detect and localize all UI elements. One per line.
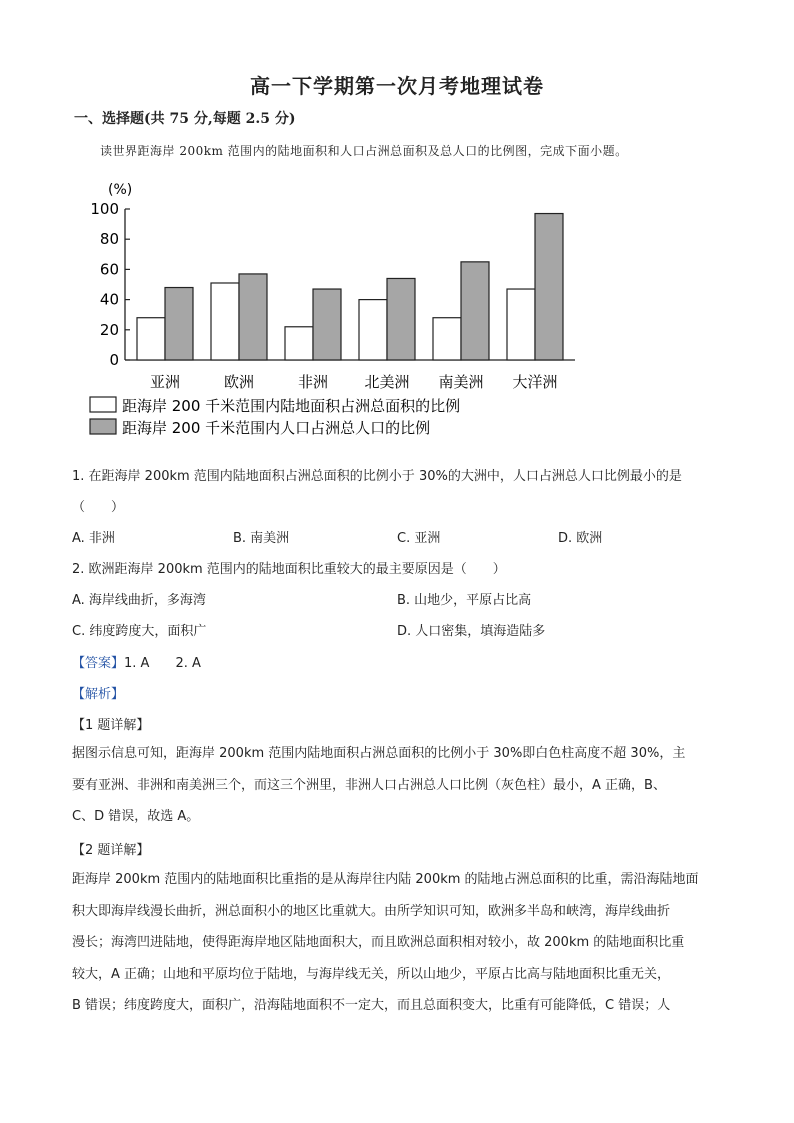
category-label: 大洋洲	[512, 373, 558, 391]
q2-stem: 2. 欧洲距海岸 200km 范围内的陆地面积比重较大的最主要原因是（ ）	[72, 562, 506, 577]
q2-option-d: D. 人口密集，填海造陆多	[397, 624, 546, 639]
y-tick-label: 20	[99, 320, 119, 339]
bar	[507, 289, 535, 360]
q1-stem: 1. 在距海岸 200km 范围内陆地面积占洲总面积的比例小于 30%的大洲中，人口占洲总人口比例最小的是	[72, 469, 682, 484]
detail1-line: C、D 错误，故选 A。	[72, 809, 200, 824]
detail2-line: 距海岸 200km 范围内的陆地面积比重指的是从海岸往内陆 200km 的陆地占洲总面积的比重，需沿海陆地面	[72, 872, 699, 887]
detail1-line: 要有亚洲、非洲和南美洲三个，而这三个洲里，非洲人口占洲总人口比例（灰色柱）最小，A 正确，B、	[72, 777, 666, 793]
bar	[137, 318, 165, 360]
detail2-body	[72, 864, 722, 1022]
q2-option-a: A. 海岸线曲折，多海湾	[72, 593, 206, 608]
y-unit-label: (%)	[108, 182, 133, 198]
bar	[165, 288, 193, 360]
bar	[359, 300, 387, 360]
legend-label: 距海岸 200 千米范围内人口占洲总人口的比例	[122, 419, 431, 437]
legend-swatch	[90, 419, 116, 434]
category-label: 非洲	[297, 373, 329, 391]
y-tick-label: 0	[109, 351, 119, 369]
detail2-line: 积大即海岸线漫长曲折，洲总面积小的地区比重就大。由所学知识可知，欧洲多半岛和峡湾，海岸线曲折	[72, 903, 671, 919]
detail2-label: 【2 题详解】	[72, 843, 150, 858]
bar	[433, 318, 461, 360]
category-label: 南美洲	[438, 373, 484, 391]
bar	[535, 214, 563, 360]
detail2-line: 漫长；海湾凹进陆地，使得距海岸地区陆地面积大，而且欧洲总面积相对较小，故 200km 的陆地面积比重	[72, 935, 685, 950]
detail1-line: 据图示信息可知，距海岸 200km 范围内陆地面积占洲总面积的比例小于 30%即白色柱高度不超 30%，主	[72, 746, 686, 761]
detail2-line: B 错误；纬度跨度大，面积广，沿海陆地面积不一定大，而且总面积变大，比重有可能降低，C 错误；人	[72, 998, 671, 1013]
section-heading: 一、选择题(共 75 分,每题 2.5 分)	[74, 111, 296, 127]
bar-chart	[80, 172, 600, 442]
page-title: 高一下学期第一次月考地理试卷	[250, 74, 544, 98]
bar	[387, 278, 415, 360]
analysis-label: 【解析】	[72, 687, 125, 702]
chart-legend	[90, 397, 460, 437]
y-tick-label: 80	[99, 230, 119, 249]
answer-line	[72, 652, 201, 671]
q1-option-b: B. 南美洲	[233, 531, 290, 546]
bar	[211, 283, 239, 360]
q1-option-c: C. 亚洲	[397, 531, 441, 546]
q1-stem-bracket: （ ）	[72, 500, 125, 515]
bar	[313, 289, 341, 360]
y-tick-label: 40	[99, 290, 119, 309]
category-label: 亚洲	[149, 373, 181, 391]
detail1-body	[72, 738, 722, 833]
y-tick-label: 60	[99, 260, 119, 279]
category-label: 北美洲	[364, 373, 410, 391]
q2-option-b: B. 山地少，平原占比高	[397, 593, 532, 608]
detail1-label: 【1 题详解】	[72, 718, 150, 733]
intro-text: 读世界距海岸 200km 范围内的陆地面积和人口占洲总面积及总人口的比例图，完成下面小题。	[100, 144, 628, 158]
legend-label: 距海岸 200 千米范围内陆地面积占洲总面积的比例	[122, 397, 461, 415]
legend-swatch	[90, 397, 116, 412]
bar	[285, 327, 313, 360]
answer-label: 【答案】	[72, 656, 125, 671]
chart-categories	[150, 373, 558, 391]
q2-option-c: C. 纬度跨度大，面积广	[72, 624, 207, 639]
bar	[461, 262, 489, 360]
category-label: 欧洲	[223, 373, 255, 391]
q1-option-d: D. 欧洲	[558, 531, 603, 546]
q1-option-a: A. 非洲	[72, 531, 115, 546]
detail2-line: 较大，A 正确；山地和平原均位于陆地，与海岸线无关，所以山地少，平原占比高与陆地面积比重无关，	[72, 966, 671, 982]
bar	[239, 274, 267, 360]
y-tick-label: 100	[90, 200, 119, 218]
chart-bars	[137, 214, 563, 360]
answer-text: 1. A 2. A	[124, 656, 201, 671]
